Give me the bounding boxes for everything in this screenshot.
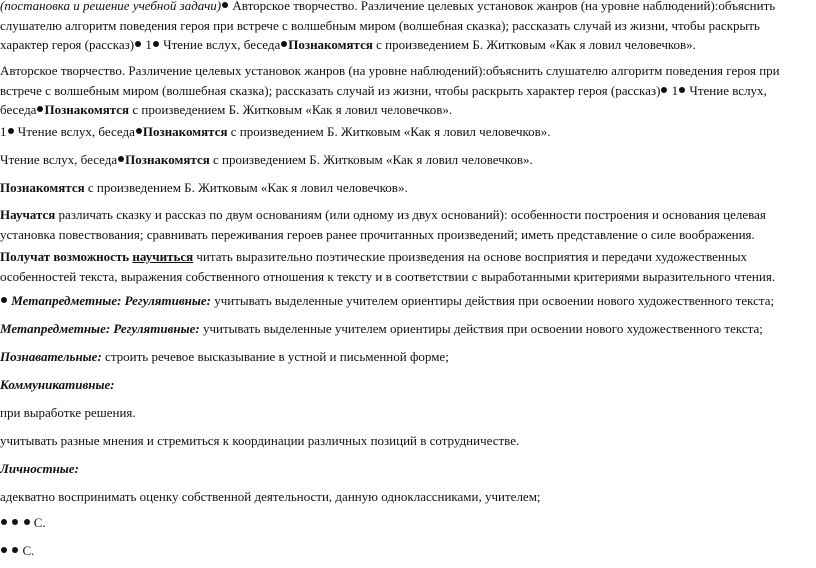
bullet-icon <box>118 156 124 162</box>
paragraph-9-label: Метапредметные: Регулятивные: <box>0 321 200 336</box>
paragraph-15 <box>0 487 804 507</box>
paragraph-5 <box>0 178 804 198</box>
bullet-icon <box>679 87 685 93</box>
bullet-icon <box>1 547 7 553</box>
paragraph-1-bold: Познакомятся <box>288 37 373 52</box>
bullet-icon <box>136 128 142 134</box>
paragraph-4 <box>0 150 804 170</box>
paragraph-14 <box>0 459 804 479</box>
paragraph-16-text: С. <box>30 515 46 530</box>
bullet-icon <box>24 519 30 525</box>
paragraph-12 <box>0 403 804 423</box>
paragraph-2-number: 1 <box>668 82 679 98</box>
paragraph-5-tail: с произведением Б. Житковым «Как я ловил человечков». <box>84 180 408 195</box>
paragraph-1-text: Авторское творчество. Различение целевых установок жанров (на уровне наблюдений):объяснить слушателю алгоритм поведения героя при встрече с волшебным миром (волшебная сказка); рассказать случай из жизни, чтобы раскрыть характер героя (рассказ) <box>0 0 776 52</box>
bullet-icon <box>8 128 14 134</box>
paragraph-1-tail: с произведением Б. Житковым «Как я ловил человечков». <box>372 37 696 52</box>
paragraph-4-bold: Познакомятся <box>125 152 210 167</box>
paragraph-11 <box>0 375 804 395</box>
paragraph-17 <box>0 541 804 561</box>
paragraph-1 <box>0 0 804 55</box>
paragraph-8-label: Метапредметные: Регулятивные: <box>8 293 211 308</box>
paragraph-13-text: учитывать разные мнения и стремиться к координации различных позиций в сотрудничестве. <box>0 433 520 448</box>
paragraph-3-bold: Познакомятся <box>142 124 228 139</box>
paragraph-17-text: С. <box>19 543 35 558</box>
paragraph-9 <box>0 319 804 339</box>
paragraph-16 <box>0 513 804 533</box>
bullet-icon <box>12 519 18 525</box>
paragraph-5-bold: Познакомятся <box>0 180 85 195</box>
paragraph-2-reading: Чтение вслух, беседа <box>0 82 767 117</box>
paragraph-2-tail: с произведением Б. Житковым «Как я ловил человечков». <box>129 102 453 117</box>
paragraph-12-text: при выработке решения. <box>0 405 136 420</box>
paragraph-6-text: различать сказку и рассказ по двум основаниям (или одному из двух оснований): особенности построения и основания целевая установка повествования; сравнивать переживания героев ранее прочитанных произведений; иметь представление о силе воображения. <box>0 207 766 242</box>
paragraph-2 <box>0 61 804 120</box>
paragraph-9-text: учитывать выделенные учителем ориентиры действия при освоении нового художественного текста; <box>199 321 763 336</box>
paragraph-10-text: строить речевое высказывание в устной и письменной форме; <box>101 349 449 364</box>
paragraph-3-reading: Чтение вслух, беседа <box>14 124 135 139</box>
paragraph-7-bold-1: Получат возможность <box>0 249 133 264</box>
bullet-icon <box>153 41 159 47</box>
bullet-icon <box>12 547 18 553</box>
bullet-icon <box>661 87 667 93</box>
bullet-icon <box>1 519 7 525</box>
bullet-icon <box>1 297 7 303</box>
paragraph-7-text: читать выразительно поэтические произведения на основе восприятия и передачи художественных особенностей текста, выражения собственного отношения к тексту и в соответствии с выработанными критериями выразительного чтения. <box>0 249 776 284</box>
paragraph-3-number: 1 <box>0 124 7 139</box>
paragraph-8-text: учитывать выделенные учителем ориентиры действия при освоении нового художественного текста; <box>210 293 775 308</box>
paragraph-11-label: Коммуникативные: <box>0 377 115 392</box>
paragraph-3-tail: с произведением Б. Житковым «Как я ловил человечков». <box>227 124 551 139</box>
paragraph-8 <box>0 291 804 311</box>
bullet-icon <box>135 41 141 47</box>
paragraph-1-reading: Чтение вслух, беседа <box>159 37 281 52</box>
paragraph-6-bold: Научатся <box>0 207 56 222</box>
bullet-icon <box>222 2 228 8</box>
paragraph-10-label: Познавательные: <box>0 349 102 364</box>
bullet-icon <box>281 41 287 47</box>
lesson-stage-label: (постановка и решение учебной задачи) <box>0 0 222 13</box>
paragraph-1-number: 1 <box>142 37 152 52</box>
paragraph-3 <box>0 122 804 142</box>
paragraph-7 <box>0 247 804 286</box>
paragraph-14-label: Личностные: <box>0 461 79 476</box>
paragraph-10 <box>0 347 804 367</box>
paragraph-13 <box>0 431 804 451</box>
bullet-icon <box>37 106 43 112</box>
paragraph-4-reading: Чтение вслух, беседа <box>0 152 118 167</box>
paragraph-2-text: Авторское творчество. Различение целевых установок жанров (на уровне наблюдений):объяснить слушателю алгоритм поведения героя при встрече с волшебным миром (волшебная сказка); рассказать случай из жизни, чтобы раскрыть характер героя (рассказ) <box>0 63 780 98</box>
paragraph-7-bold-2: научиться <box>132 249 194 264</box>
paragraph-4-tail: с произведением Б. Житковым «Как я ловил человечков». <box>209 152 533 167</box>
paragraph-6 <box>0 205 804 244</box>
paragraph-15-text: адекватно воспринимать оценку собственной деятельности, данную одноклассниками, учителем; <box>0 489 541 504</box>
paragraph-2-bold: Познакомятся <box>44 102 130 117</box>
